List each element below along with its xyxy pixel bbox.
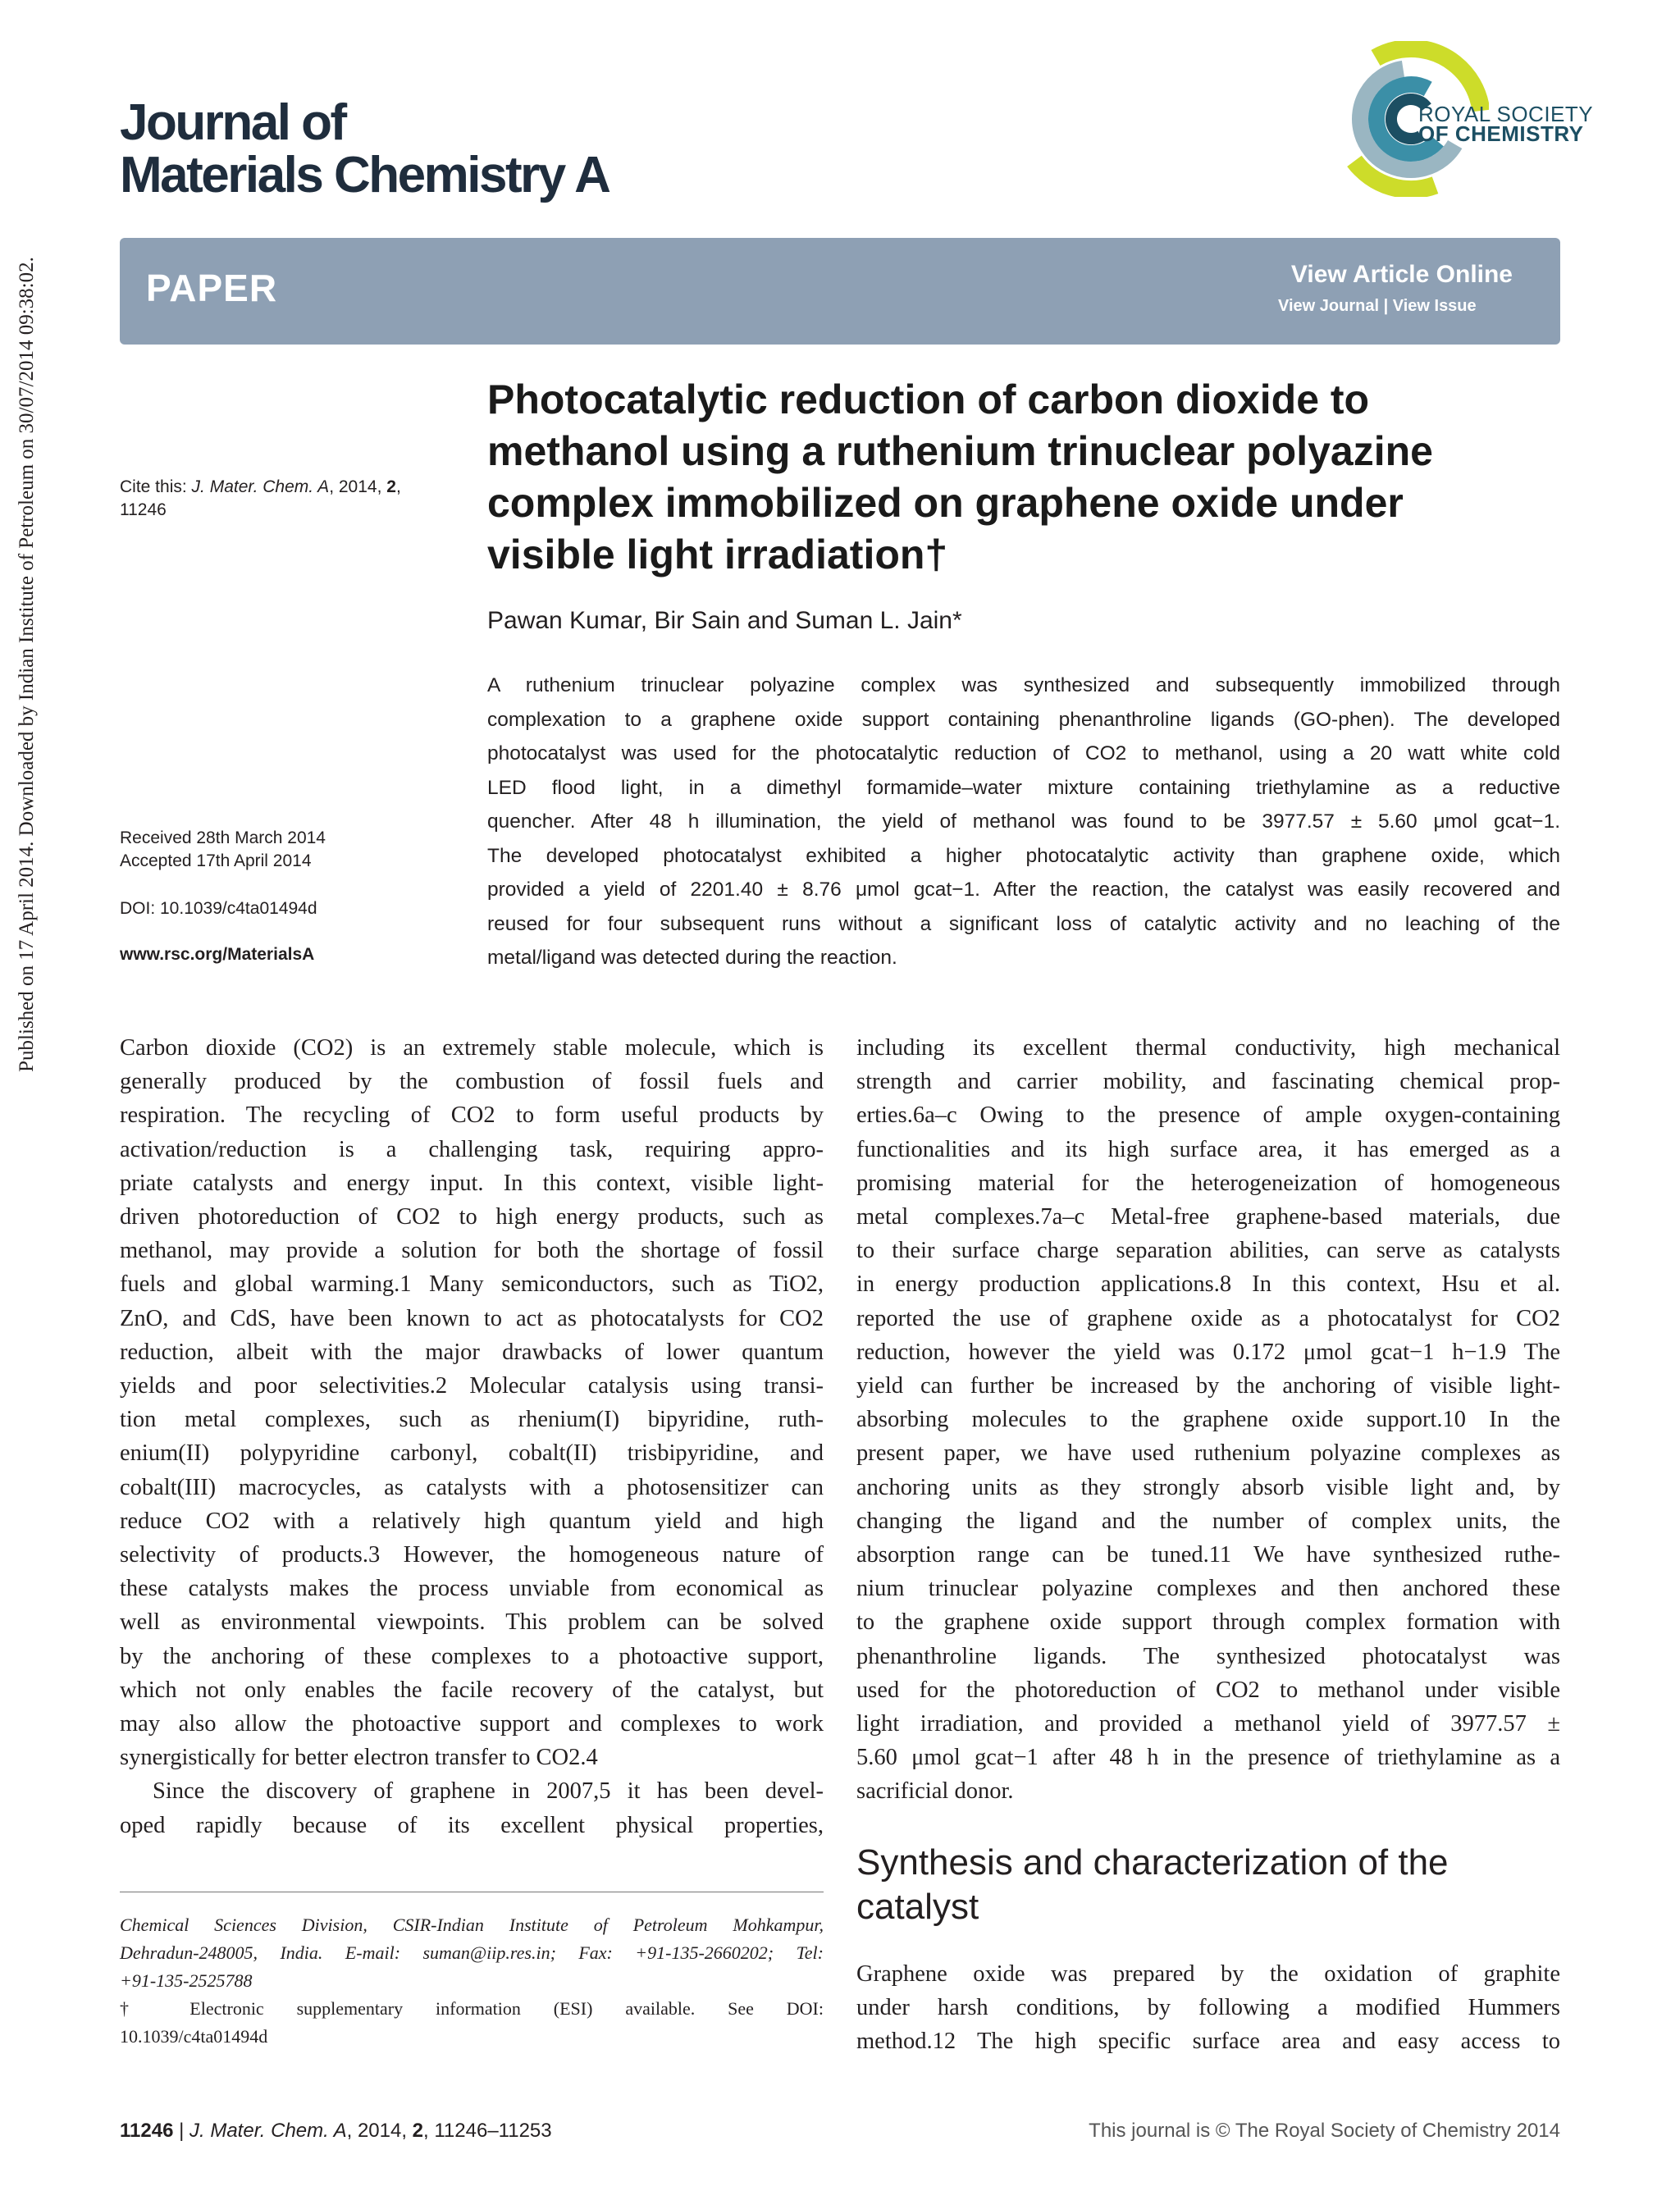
body-line: strength and carrier mobility, and fascinating chemical prop- xyxy=(856,1069,1560,1095)
view-article-online-link[interactable]: View Article Online xyxy=(1290,261,1513,288)
rsc-logo-text-line-1: ROYAL SOCIETY xyxy=(1418,102,1594,126)
page-footer-citation xyxy=(120,2120,552,2143)
abstract xyxy=(487,669,1560,975)
doi[interactable]: DOI: 10.1039/c4ta01494d xyxy=(120,899,317,918)
abstract-line: quencher. After 48 h illumination, the yield of methanol was found to be 3977.57 ± 5.60 μmol gcat−1. xyxy=(487,810,1560,833)
abstract-line: metal/ligand was detected during the reaction. xyxy=(487,947,897,969)
article-type-banner xyxy=(120,238,1560,345)
abstract-line: The developed photocatalyst exhibited a higher photocatalytic activity than graphene oxide, which xyxy=(487,844,1560,867)
page-number: 11246 xyxy=(120,2120,174,2142)
body-line: light irradiation, and provided a methanol yield of 3977.57 ± xyxy=(856,1711,1560,1737)
body-line: Carbon dioxide (CO2) is an extremely stable molecule, which is xyxy=(120,1035,824,1061)
footer-pages: , 11246–11253 xyxy=(423,2120,552,2142)
body-line: methanol, may provide a solution for both the shortage of fossil xyxy=(120,1238,824,1264)
abstract-line: A ruthenium trinuclear polyazine complex was synthesized and subsequently immobilized through xyxy=(487,674,1560,696)
affiliation-line: Dehradun-248005, India. E-mail: suman@iip.res.in; Fax: +91-135-2660202; Tel: xyxy=(120,1942,824,1963)
body-line: to their surface charge separation abilities, can serve as catalysts xyxy=(856,1238,1560,1264)
view-links-separator: | xyxy=(1379,297,1393,315)
body-line: Since the discovery of graphene in 2007,5 it has been devel- xyxy=(153,1778,824,1805)
body-line: generally produced by the combustion of fossil fuels and xyxy=(120,1069,824,1095)
body-line: fuels and global warming.1 Many semiconductors, such as TiO2, xyxy=(120,1271,824,1298)
footer-year: , 2014, xyxy=(346,2120,413,2142)
body-line: used for the photoreduction of CO2 to methanol under visible xyxy=(856,1677,1560,1703)
body-line: to the graphene oxide support through complex formation with xyxy=(856,1609,1560,1636)
abstract-line: provided a yield of 2201.40 ± 8.76 μmol gcat−1. After the reaction, the catalyst was easily recovered and xyxy=(487,879,1560,901)
affiliation-line: +91-135-2525788 xyxy=(120,1970,253,1991)
view-links xyxy=(1278,297,1477,316)
citation-prefix: Cite this: xyxy=(120,477,192,496)
body-line: reduction, however the yield was 0.172 μmol gcat−1 h−1.9 The xyxy=(856,1339,1560,1365)
body-line: nium trinuclear polyazine complexes and then anchored these xyxy=(856,1576,1560,1602)
citation-page: 11246 xyxy=(120,500,167,519)
body-line: these catalysts makes the process unviable from economical as xyxy=(120,1576,824,1602)
body-line: selectivity of products.3 However, the homogeneous nature of xyxy=(120,1542,824,1568)
citation-year: , 2014, xyxy=(329,477,387,496)
body-line: oped rapidly because of its excellent physical properties, xyxy=(120,1812,824,1838)
body-line: metal complexes.7a–c Metal-free graphene-based materials, due xyxy=(856,1204,1560,1230)
body-line: reduction, albeit with the major drawbacks of lower quantum xyxy=(120,1339,824,1365)
body-line: under harsh conditions, by following a modified Hummers xyxy=(856,1995,1560,2021)
body-line: respiration. The recycling of CO2 to form useful products by xyxy=(120,1102,824,1129)
view-journal-link[interactable]: View Journal xyxy=(1278,297,1380,315)
body-line: reported the use of graphene oxide as a photocatalyst for CO2 xyxy=(856,1305,1560,1331)
citation xyxy=(120,476,448,522)
rsc-logo[interactable] xyxy=(1333,41,1594,197)
footer-journal: J. Mater. Chem. A xyxy=(189,2120,347,2142)
body-line: may also allow the photoactive support and complexes to work xyxy=(120,1711,824,1737)
accepted-date: Accepted 17th April 2014 xyxy=(120,851,312,870)
body-line: by the anchoring of these complexes to a photoactive support, xyxy=(120,1643,824,1669)
body-line: anchoring units as they strongly absorb visible light and, by xyxy=(856,1474,1560,1500)
esi-note-line[interactable]: 10.1039/c4ta01494d xyxy=(120,2026,268,2047)
section-heading-line: Synthesis and characterization of the xyxy=(856,1842,1449,1883)
title-line: complex immobilized on graphene oxide under xyxy=(487,480,1404,526)
body-left-column xyxy=(120,1031,824,1842)
body-line: yield can further be increased by the anchoring of visible light- xyxy=(856,1373,1560,1399)
view-issue-link[interactable]: View Issue xyxy=(1392,297,1477,315)
body-right-column xyxy=(856,1031,1560,1809)
download-notice-text: Published on 17 April 2014. Downloaded by Indian Institute of Petroleum on 30/07/2014 09:38:02. xyxy=(16,257,38,1072)
title-line: Photocatalytic reduction of carbon dioxide to xyxy=(487,377,1370,422)
section-body xyxy=(856,1957,1560,2059)
body-line: priate catalysts and energy input. In this context, visible light- xyxy=(120,1170,824,1196)
authors: Pawan Kumar, Bir Sain and Suman L. Jain* xyxy=(487,607,962,634)
body-line: in energy production applications.8 In this context, Hsu et al. xyxy=(856,1271,1560,1298)
body-line: sacrificial donor. xyxy=(856,1778,1014,1805)
esi-note-line: † Electronic supplementary information (ESI) available. See DOI: xyxy=(120,1998,824,2019)
footnotes xyxy=(120,1911,824,2051)
citation-volume: 2 xyxy=(386,477,396,496)
body-line: functionalities and its high surface area, it has emerged as a xyxy=(856,1136,1560,1162)
footer-volume: 2 xyxy=(412,2120,424,2142)
received-date: Received 28th March 2014 xyxy=(120,828,326,847)
journal-title-line-1: Journal of xyxy=(120,94,345,151)
title-line: methanol using a ruthenium trinuclear polyazine xyxy=(487,428,1433,474)
body-line: changing the ligand and the number of complex units, the xyxy=(856,1508,1560,1534)
body-line: which not only enables the facile recovery of the catalyst, but xyxy=(120,1677,824,1703)
abstract-line: reused for four subsequent runs without a significant loss of catalytic activity and no leaching of the xyxy=(487,912,1560,935)
body-line: method.12 The high specific surface area and easy access to xyxy=(856,2029,1560,2055)
body-line: promising material for the heterogeneization of homogeneous xyxy=(856,1170,1560,1196)
article-title xyxy=(487,374,1570,581)
section-heading xyxy=(856,1841,1562,1929)
copyright-notice: This journal is © The Royal Society of Chemistry 2014 xyxy=(1089,2120,1560,2142)
journal-title[interactable] xyxy=(120,94,743,203)
body-line: driven photoreduction of CO2 to high energy products, such as xyxy=(120,1204,824,1230)
citation-journal: J. Mater. Chem. A xyxy=(191,477,330,496)
body-line: ZnO, and CdS, have been known to act as photocatalysts for CO2 xyxy=(120,1305,824,1331)
title-line: visible light irradiation† xyxy=(487,532,948,577)
body-line: erties.6a–c Owing to the presence of ample oxygen-containing xyxy=(856,1102,1560,1129)
footer-separator: | xyxy=(173,2120,189,2142)
download-notice-strip xyxy=(0,0,41,1329)
journal-title-line-2: Materials Chemistry A xyxy=(120,147,609,203)
body-line: 5.60 μmol gcat−1 after 48 h in the presence of triethylamine as a xyxy=(856,1745,1560,1771)
dates xyxy=(120,827,448,873)
body-line: yields and poor selectivities.2 Molecular catalysis using transi- xyxy=(120,1373,824,1399)
body-line: Graphene oxide was prepared by the oxidation of graphite xyxy=(856,1961,1560,1987)
affiliation-line: Chemical Sciences Division, CSIR-Indian Institute of Petroleum Mohkampur, xyxy=(120,1915,824,1935)
body-line: reduce CO2 with a relatively high quantum yield and high xyxy=(120,1508,824,1534)
body-line: cobalt(III) macrocycles, as catalysts with a photosensitizer can xyxy=(120,1474,824,1500)
journal-url[interactable]: www.rsc.org/MaterialsA xyxy=(120,945,315,964)
body-line: including its excellent thermal conductivity, high mechanical xyxy=(856,1035,1560,1061)
body-line: absorbing molecules to the graphene oxide support.10 In the xyxy=(856,1407,1560,1433)
rsc-logo-text-line-2: OF CHEMISTRY xyxy=(1418,121,1584,146)
body-line: activation/reduction is a challenging task, requiring appro- xyxy=(120,1136,824,1162)
body-line: synergistically for better electron transfer to CO2.4 xyxy=(120,1745,598,1771)
abstract-line: complexation to a graphene oxide support containing phenanthroline ligands (GO-phen). The developed xyxy=(487,708,1560,731)
body-line: absorption range can be tuned.11 We have synthesized ruthe- xyxy=(856,1542,1560,1568)
section-heading-line: catalyst xyxy=(856,1887,979,1927)
article-type-label: PAPER xyxy=(146,267,278,309)
body-line: enium(II) polypyridine carbonyl, cobalt(II) trisbipyridine, and xyxy=(120,1440,824,1467)
body-line: phenanthroline ligands. The synthesized photocatalyst was xyxy=(856,1643,1560,1669)
citation-sep: , xyxy=(395,477,401,496)
abstract-line: LED flood light, in a dimethyl formamide–water mixture containing triethylamine as a reductive xyxy=(487,776,1560,799)
body-line: tion metal complexes, such as rhenium(I) bipyridine, ruth- xyxy=(120,1407,824,1433)
body-line: present paper, we have used ruthenium polyazine complexes as xyxy=(856,1440,1560,1467)
body-line: well as environmental viewpoints. This problem can be solved xyxy=(120,1609,824,1636)
abstract-line: photocatalyst was used for the photocatalytic reduction of CO2 to methanol, using a 20 watt white cold xyxy=(487,742,1560,765)
